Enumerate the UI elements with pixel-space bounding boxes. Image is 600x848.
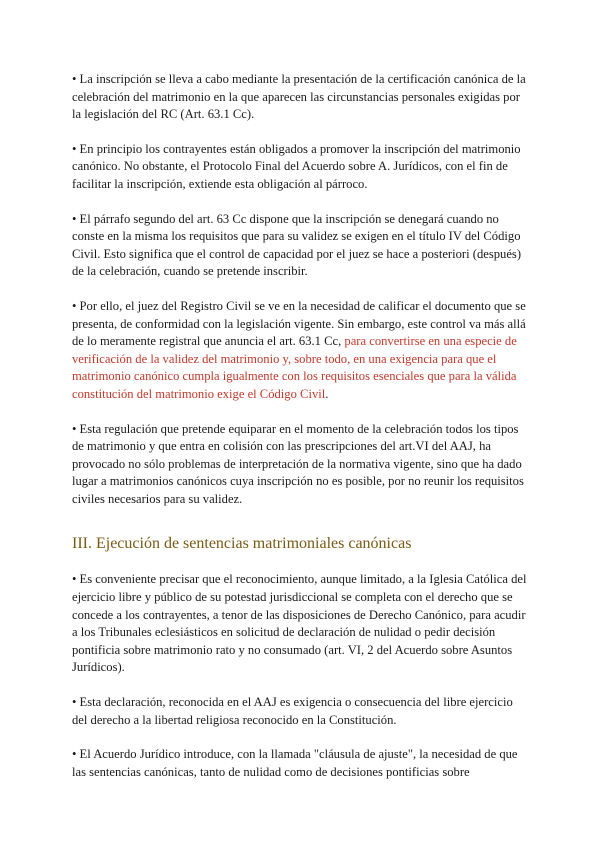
highlighted-text: para convertirse en una especie de verificación de la validez del matrimonio y, sobre todo, en una exigencia para que el matrimonio canónico cumpla igualmente con los requisitos esenciales que para la válida constitución del matrimonio exige el Código Civil xyxy=(72,334,517,401)
paragraph-juez-end: . xyxy=(325,386,329,401)
document-page xyxy=(72,71,530,798)
paragraph-juez-plain-text: • Por ello, el juez del Registro Civil se ve en la necesidad de calificar el documento que se presenta, de conformidad con la legislación vigente. Sin embargo, este control va más allá de lo meramente registral que anuncia el art. 63.1 Cc, xyxy=(72,298,526,349)
paragraph-juez-registro-civil xyxy=(72,298,530,404)
paragraph-inscripcion: • La inscripción se lleva a cabo mediante la presentación de la certificación canónica de la celebración del matrimonio en la que aparecen las circunstancias personales exigidas por la legislación del RC (Art. 63.1 Cc). xyxy=(72,72,526,122)
paragraph-obligacion-contrayentes: • En principio los contrayentes están obligados a promover la inscripción del matrimonio canónico. No obstante, el Protocolo Final del Acuerdo sobre A. Jurídicos, con el fin de facilitar la inscripción, extiende esta obligación al párroco. xyxy=(72,141,521,191)
paragraph-declaracion: • Esta declaración, reconocida en el AAJ es exigencia o consecuencia del libre ejercicio del derecho a la libertad religiosa reconocido en la Constitución. xyxy=(72,695,513,727)
paragraph-art-63: • El párrafo segundo del art. 63 Cc dispone que la inscripción se denegará cuando no conste en la misma los requisitos que para su validez se exigen en el título IV del Código Civil. Esto significa que el control de capacidad por el juez se hace a posteriori (después) de la celebración, cuando se pretende inscribir. xyxy=(72,211,522,279)
paragraph-acuerdo-juridico: • El Acuerdo Jurídico introduce, con la llamada "cláusula de ajuste", la necesidad de que las sentencias canónicas, tanto de nulidad como de decisiones pontificias sobre xyxy=(72,747,518,779)
paragraph-reconocimiento: • Es conveniente precisar que el reconocimiento, aunque limitado, a la Iglesia Católica del ejercicio libre y público de su potestad jurisdiccional se completa con el derecho que se concede a los contrayentes, a tenor de las disposiciones de Derecho Canónico, para acudir a los Tribunales eclesiásticos en solicitud de declaración de nulidad o pedir decisión pontificia sobre matrimonio rato y no consumado (art. VI, 2 del Acuerdo sobre Asuntos Jurídicos). xyxy=(72,572,527,675)
section-heading: III. Ejecución de sentencias matrimoniales canónicas xyxy=(72,535,412,553)
paragraph-regulacion: • Esta regulación que pretende equiparar en el momento de la celebración todos los tipos de matrimonio y que entra en colisión con las prescripciones del art.VI del AAJ, ha provocado no sólo problemas de interpretación de la normativa vigente, sino que ha dado lugar a matrimonios canónicos cuya inscripción no es posible, por no reunir los requisitos civiles necesarios para su validez. xyxy=(72,421,524,506)
